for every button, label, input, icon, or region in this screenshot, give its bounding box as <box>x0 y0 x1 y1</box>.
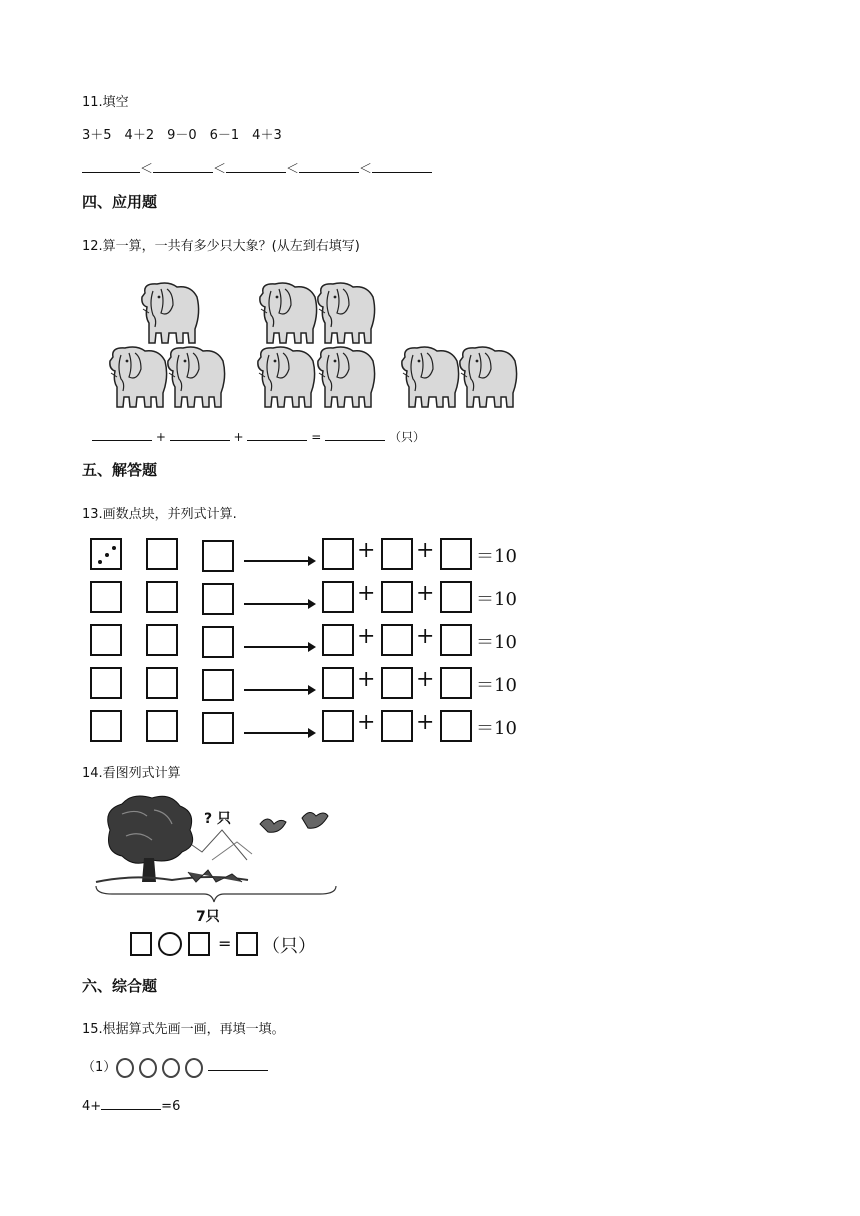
plus-sign: + <box>155 430 166 444</box>
q11-expressions: 3＋5 4＋2 9－0 6－1 4＋3 <box>82 128 282 143</box>
q11-blank-row <box>82 158 432 177</box>
answer-box[interactable] <box>440 710 472 742</box>
dot-icon <box>105 553 109 557</box>
dot-block-box[interactable] <box>146 624 178 656</box>
answer-box[interactable] <box>440 667 472 699</box>
q14-title: 14.看图列式计算 <box>82 766 181 781</box>
q11-title: 11.填空 <box>82 95 129 110</box>
q13-title: 13.画数点块，并列式计算. <box>82 507 237 522</box>
blank[interactable] <box>208 1059 268 1071</box>
q12-equation <box>92 428 425 445</box>
dot-block-box[interactable] <box>90 581 122 613</box>
dot-block-box[interactable] <box>146 710 178 742</box>
dot-icon <box>112 546 116 550</box>
plus-sign: + <box>416 667 435 692</box>
plus-sign: + <box>233 430 244 444</box>
blank[interactable] <box>226 161 286 173</box>
unit-label: （只） <box>388 430 425 444</box>
elephants-illustration <box>95 275 525 415</box>
dot-block-box[interactable] <box>202 669 234 701</box>
blank[interactable] <box>299 161 359 173</box>
q12-title: 12.算一算，一共有多少只大象？(从左到右填写) <box>82 239 360 254</box>
elephant-icon <box>110 347 167 407</box>
less-than-sign: ＜ <box>359 162 373 177</box>
dot-block-box[interactable] <box>202 583 234 615</box>
blank[interactable] <box>170 429 230 441</box>
bird-icon <box>302 812 328 828</box>
elephant-icon <box>318 347 375 407</box>
blank[interactable] <box>92 429 152 441</box>
equals-ten-label: ＝10 <box>476 718 517 739</box>
blank[interactable] <box>153 161 213 173</box>
section-heading-5: 五、解答题 <box>82 461 158 479</box>
circle-icon <box>185 1058 203 1078</box>
answer-box[interactable] <box>381 538 413 570</box>
q15-title: 15.根据算式先画一画，再填一填。 <box>82 1022 285 1037</box>
blank[interactable] <box>325 429 385 441</box>
bird-icon <box>260 819 286 832</box>
blank[interactable] <box>372 161 432 173</box>
answer-box[interactable] <box>322 710 354 742</box>
plus-sign: + <box>357 710 376 735</box>
answer-box[interactable] <box>322 667 354 699</box>
dot-block-box[interactable] <box>202 712 234 744</box>
elephant-icon <box>168 347 225 407</box>
answer-box[interactable] <box>440 624 472 656</box>
answer-box[interactable] <box>381 624 413 656</box>
equation-suffix: =6 <box>161 1099 181 1114</box>
answer-box[interactable] <box>322 624 354 656</box>
plus-sign: + <box>357 624 376 649</box>
elephant-icon <box>142 283 199 343</box>
dot-block-box[interactable] <box>146 581 178 613</box>
answer-box[interactable] <box>130 932 152 956</box>
elephant-icon <box>460 347 517 407</box>
answer-box[interactable] <box>440 581 472 613</box>
operator-circle[interactable] <box>158 932 182 956</box>
plus-sign: + <box>416 581 435 606</box>
plus-sign: + <box>416 624 435 649</box>
part-label: （1） <box>82 1060 117 1075</box>
dot-block-box[interactable] <box>202 626 234 658</box>
dot-block-box[interactable] <box>90 538 122 570</box>
answer-box[interactable] <box>381 667 413 699</box>
equals-ten-label: ＝10 <box>476 675 517 696</box>
section-heading-4: 四、应用题 <box>82 193 158 211</box>
plus-sign: + <box>357 667 376 692</box>
elephant-icon <box>260 283 317 343</box>
section-heading-6: 六、综合题 <box>82 977 158 995</box>
equals-ten-label: ＝10 <box>476 632 517 653</box>
elephant-icon <box>402 347 459 407</box>
elephant-icon <box>258 347 315 407</box>
equation-prefix: 4+ <box>82 1099 102 1114</box>
plus-sign: + <box>416 538 435 563</box>
arrow-icon <box>244 732 314 734</box>
answer-box[interactable] <box>188 932 210 956</box>
answer-box[interactable] <box>440 538 472 570</box>
arrow-icon <box>244 689 314 691</box>
blank[interactable] <box>101 1098 161 1110</box>
dot-block-box[interactable] <box>146 538 178 570</box>
blank[interactable] <box>247 429 307 441</box>
answer-box[interactable] <box>322 581 354 613</box>
arrow-icon <box>244 560 314 562</box>
answer-box[interactable] <box>236 932 258 956</box>
arrow-icon <box>244 603 314 605</box>
circle-icon <box>116 1058 134 1078</box>
dot-block-box[interactable] <box>90 710 122 742</box>
less-than-sign: ＜ <box>286 162 300 177</box>
arrow-icon <box>244 646 314 648</box>
blank[interactable] <box>82 161 140 173</box>
equals-ten-label: ＝10 <box>476 546 517 567</box>
equals-ten-label: ＝10 <box>476 589 517 610</box>
q15-part1 <box>82 1056 268 1078</box>
answer-box[interactable] <box>381 710 413 742</box>
plus-sign: + <box>357 538 376 563</box>
q15-equation <box>82 1098 180 1114</box>
less-than-sign: ＜ <box>213 162 227 177</box>
question-count-label: ? 只 <box>204 811 231 827</box>
plus-sign: + <box>357 581 376 606</box>
dot-block-box[interactable] <box>90 667 122 699</box>
dot-block-box[interactable] <box>202 540 234 572</box>
dot-icon <box>98 560 102 564</box>
circle-icon <box>139 1058 157 1078</box>
unit-label: （只） <box>262 936 316 957</box>
less-than-sign: ＜ <box>140 162 154 177</box>
answer-box[interactable] <box>381 581 413 613</box>
total-count-label: 7只 <box>196 909 220 925</box>
dot-block-box[interactable] <box>146 667 178 699</box>
answer-box[interactable] <box>322 538 354 570</box>
circle-icon <box>162 1058 180 1078</box>
equals-sign: = <box>218 934 232 953</box>
equals-sign: = <box>311 430 322 444</box>
dot-block-box[interactable] <box>90 624 122 656</box>
elephant-icon <box>318 283 375 343</box>
plus-sign: + <box>416 710 435 735</box>
